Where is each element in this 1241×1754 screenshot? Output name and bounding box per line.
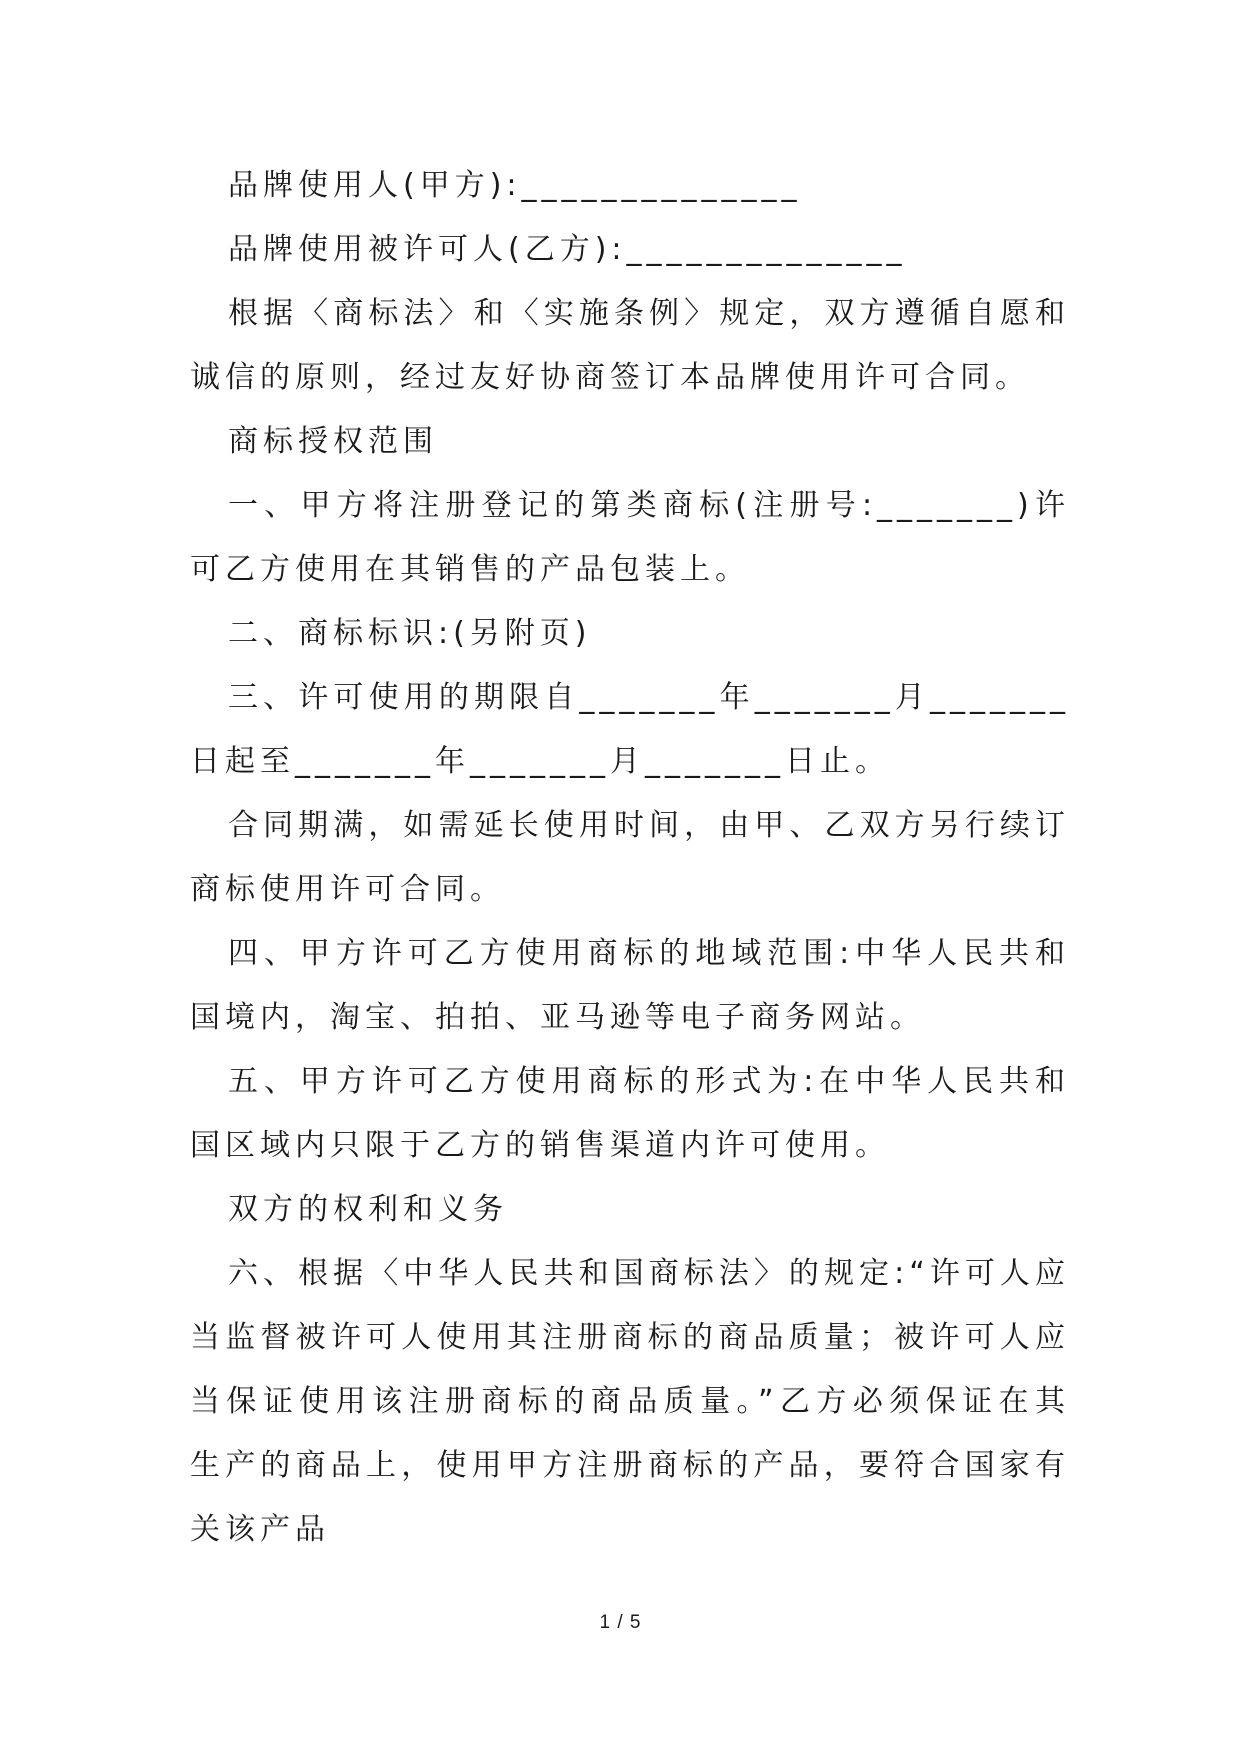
licensee-line: 品牌使用被许可人(乙方):______________ (228, 232, 907, 267)
clause-4: 四、甲方许可乙方使用商标的地域范围:中华人民共和国境内，淘宝、拍拍、亚马逊等电子商务网站。 (190, 936, 1070, 1035)
clause-5: 五、甲方许可乙方使用商标的形式为:在中华人民共和国区域内只限于乙方的销售渠道内许可使用。 (190, 1064, 1070, 1163)
section-heading-scope: 商标授权范围 (228, 424, 438, 459)
clause-6: 六、根据〈中华人民共和国商标法〉的规定:“许可人应当监督被许可人使用其注册商标的商品质量；被许可人应当保证使用该注册商标的商品质量。”乙方必须保证在其生产的商品上，使用甲方注册商标的产品，要符合国家有关该产品 (190, 1256, 1070, 1547)
preamble-paragraph: 根据〈商标法〉和〈实施条例〉规定，双方遵循自愿和诚信的原则，经过友好协商签订本品牌使用许可合同。 (190, 296, 1070, 395)
clause-3-renewal: 合同期满，如需延长使用时间，由甲、乙双方另行续订商标使用许可合同。 (190, 808, 1070, 907)
page-number: 1 / 5 (599, 1612, 642, 1633)
document-body (190, 154, 1070, 1562)
section-heading-rights: 双方的权利和义务 (228, 1192, 508, 1227)
clause-2: 二、商标标识:(另附页) (228, 616, 592, 651)
clause-3: 三、许可使用的期限自_______年_______月_______日起至_______年_______月_______日止。 (190, 680, 1070, 779)
licensor-line: 品牌使用人(甲方):______________ (228, 168, 802, 203)
clause-1: 一、甲方将注册登记的第类商标(注册号:_______)许可乙方使用在其销售的产品包装上。 (190, 488, 1070, 587)
